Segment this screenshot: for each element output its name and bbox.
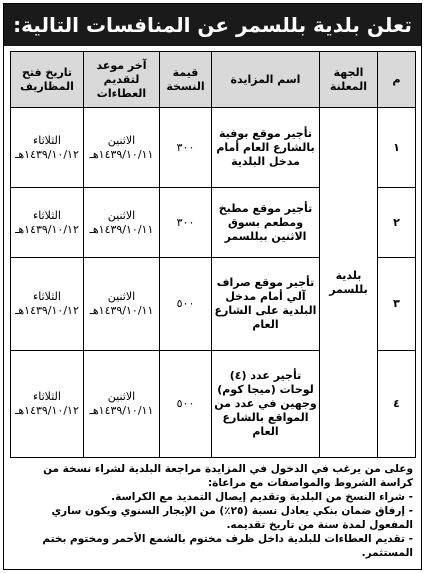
deadline-day: الاثنين: [107, 290, 136, 303]
auction-name: تأجير عدد (٤) لوحات (ميجا كوم) وجهين في عدد من المواقع بالشارع العام: [212, 351, 320, 458]
conditions-list: [12, 490, 413, 560]
opening-day: الثلاثاء: [33, 290, 61, 303]
deadline-date: ١٤٣٩/١٠/١١هـ: [89, 222, 154, 236]
opening-day: الثلاثاء: [33, 208, 61, 222]
deadline-day: الاثنين: [107, 390, 136, 403]
condition-item: - شراء النسخ من البلدية وتقديم إيصال التمديد مع الكراسة.: [111, 491, 413, 503]
announcement-title: تعلن بلدية بللسمر عن المنافسات التالية:: [4, 4, 421, 46]
header-num: م: [378, 52, 416, 108]
opening-day: الثلاثاء: [33, 133, 61, 147]
opening-day: الثلاثاء: [33, 390, 61, 403]
condition-item: - تقديم العطاءات للبلدية داخل ظرف مختوم بالشمع الأحمر ومختوم بختم المستثمر.: [42, 533, 413, 559]
copy-price: ٥٠٠: [160, 351, 212, 458]
announcing-entity: بلدية بللسمر: [320, 108, 378, 458]
header-opening: تاريخ فتح المظاريف: [11, 52, 84, 108]
opening-cell: [11, 188, 84, 258]
auction-name: تأجير موقع بوفية بالشارع العام أمام مدخل البلدية: [212, 108, 320, 188]
opening-cell: [11, 351, 84, 458]
header-price: قيمة النسخة: [160, 52, 212, 108]
copy-price: ٥٠٠: [160, 258, 212, 351]
copy-price: ٣٠٠: [160, 108, 212, 188]
copy-price: ٣٠٠: [160, 188, 212, 258]
condition-item: - إرفاق ضمان بنكي يعادل نسبة (٢٥٪) من الإيجار السنوي ويكون ساري المفعول لمدة سنة من تاريخ تقديمه.: [51, 505, 413, 531]
row-number: ٢: [378, 188, 416, 258]
deadline-date: ١٤٣٩/١٠/١١هـ: [89, 304, 154, 317]
row-number: ١: [378, 108, 416, 188]
opening-date: ١٤٣٩/١٠/١٢هـ: [15, 404, 79, 417]
auction-name: تأجير موقع مطبخ ومطعم بسوق الاثنين ببللسمر: [212, 188, 320, 258]
deadline-cell: [84, 108, 160, 188]
opening-date: ١٤٣٩/١٠/١٢هـ: [15, 147, 79, 161]
table-header-row: [11, 52, 416, 108]
opening-date: ١٤٣٩/١٠/١٢هـ: [15, 222, 79, 236]
row-number: ٣: [378, 258, 416, 351]
header-auction: اسم المزايدة: [212, 52, 320, 108]
deadline-cell: [84, 188, 160, 258]
auction-name: تأجير موقع صراف آلي أمام مدخل البلدية على الشارع العام: [212, 258, 320, 351]
opening-cell: [11, 258, 84, 351]
header-deadline: آخر موعد لتقديم العطاءات: [84, 52, 160, 108]
table-row: [11, 108, 416, 188]
deadline-date: ١٤٣٩/١٠/١١هـ: [89, 404, 154, 417]
deadline-cell: [84, 258, 160, 351]
deadline-cell: [84, 351, 160, 458]
conditions-section: [12, 462, 413, 560]
deadline-date: ١٤٣٩/١٠/١١هـ: [89, 147, 154, 161]
deadline-day: الاثنين: [107, 208, 136, 222]
conditions-intro: وعلى من يرغب في الدخول في المزايدة مراجعة البلدية لشراء نسخة من كراسة الشروط والمواصفات مع مراعاة:: [43, 463, 413, 489]
tenders-table: [10, 51, 416, 458]
row-number: ٤: [378, 351, 416, 458]
header-entity: الجهة المعلنة: [320, 52, 378, 108]
deadline-day: الاثنين: [107, 133, 136, 147]
tender-announcement: [3, 3, 422, 570]
opening-date: ١٤٣٩/١٠/١٢هـ: [15, 304, 79, 317]
opening-cell: [11, 108, 84, 188]
